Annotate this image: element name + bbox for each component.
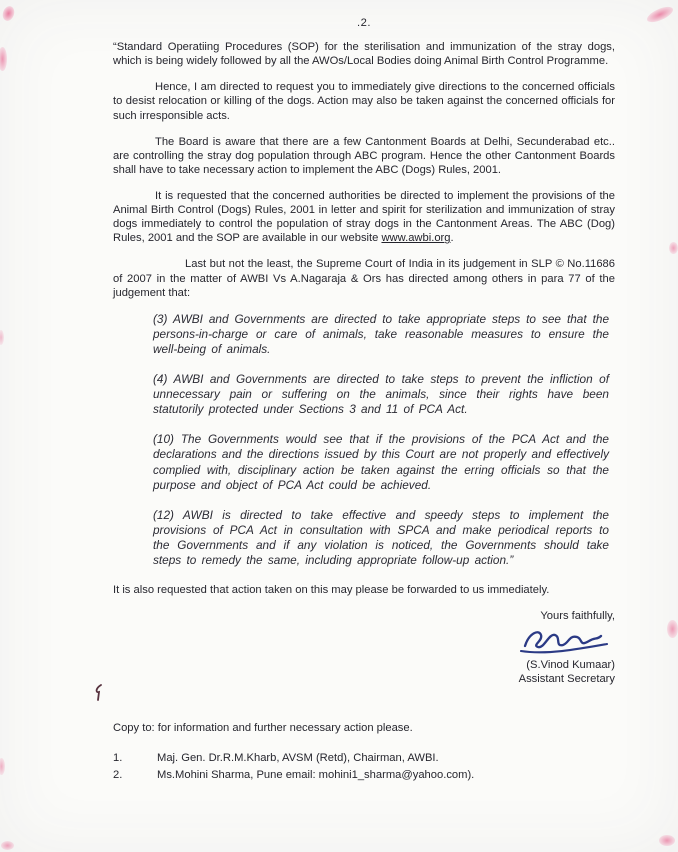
list-item — [113, 751, 615, 765]
scan-artifact — [645, 4, 675, 25]
scan-artifact — [669, 242, 678, 254]
paragraph-requested-text: It is requested that the concerned authorities be directed to implement the provisions of the Animal Birth Control (Dogs) Rules, 2001 in letter and spirit for sterilization and immunization of stray dogs immediately to control the population of stray dogs in the Cantonment Areas. The ABC (Dog) Rules, 2001 and the SOP are available in our website — [113, 189, 615, 245]
page-number: .2. — [357, 17, 371, 29]
judgement-quote-para-3: (3) AWBI and Governments are directed to take appropriate steps to see that the persons-in-charge or care of animals, take reasonable measures to ensure the well-being of animals. — [153, 311, 609, 356]
list-item — [113, 768, 615, 782]
paragraph-requested — [113, 189, 615, 245]
list-item-number: 2. — [113, 769, 123, 782]
judgement-quote-para-4: (4) AWBI and Governments are directed to take steps to prevent the infliction of unnecessary pain or suffering on the animals, since their rights have been statutorily protected under Sections 3 and 11 of PCA Act. — [153, 372, 609, 417]
signature-scribble — [517, 626, 609, 658]
scan-artifact — [0, 758, 5, 775]
paragraph-sop: “Standard Operatiing Procedures (SOP) for the sterilisation and immunization of the stray dogs, which is being widely followed by all the AWOs/Local Bodies doing Animal Birth Control Programme. — [113, 41, 615, 68]
valediction: Yours faithfully, — [540, 610, 615, 623]
signatory-title: Assistant Secretary — [518, 673, 615, 686]
scan-artifact — [0, 330, 4, 345]
paragraph-board: The Board is aware that there are a few Cantonment Boards at Delhi, Secunderabad etc.. are controlling the stray dog population through ABC program. Hence the other Cantonment Boards shall have to take necessary action to implement the ABC (Dogs) Rules, 2001. — [113, 135, 615, 176]
scan-artifact — [1, 841, 14, 850]
list-item-text: Ms.Mohini Sharma, Pune email: mohini1_sharma@yahoo.com). — [157, 769, 475, 782]
letter-body — [113, 16, 615, 785]
closing-block — [113, 609, 615, 687]
paragraph-hence: Hence, I am directed to request you to immediately give directions to the concerned officials to desist relocation or killing of the dogs. Action may also be taken against the concerned officials for such irresponsible acts. — [113, 81, 615, 122]
copy-to-heading: Copy to: for information and further necessary action please. — [113, 721, 413, 734]
scan-artifact — [667, 620, 678, 638]
scan-artifact — [659, 835, 675, 846]
copy-to-list — [113, 751, 615, 782]
judgement-quote-para-10: (10) The Governments would see that if the provisions of the PCA Act and the declarations and the directions issued by this Court are not properly and effectively complied with, disciplinary action be taken against the erring officials so that the purpose and object of PCA Act could be achieved. — [153, 432, 609, 492]
paragraph-supreme-court: Last but not the least, the Supreme Court of India in its judgement in SLP © No.11686 of 2007 in the matter of AWBI Vs A.Nagaraja & Ors has directed among others in para 77 of the judgement that: — [113, 258, 615, 299]
scan-artifact — [1, 5, 16, 23]
scan-artifact — [0, 47, 7, 71]
paragraph-requested-period: . — [450, 232, 454, 245]
signatory-name: (S.Vinod Kumaar) — [526, 658, 615, 671]
list-item-text: Maj. Gen. Dr.R.M.Kharb, AVSM (Retd), Chairman, AWBI. — [157, 751, 439, 764]
signature — [517, 626, 609, 658]
paragraph-action-taken: It is also requested that action taken on this may please be forwarded to us immediately. — [113, 584, 550, 597]
pen-mark — [92, 683, 104, 708]
list-item-number: 1. — [113, 751, 123, 764]
judgement-quote-para-12: (12) AWBI is directed to take effective and speedy steps to implement the provisions of PCA Act in consultation with SPCA and make periodical reports to the Governments and if any violation is noticed, the Governments should take steps to remedy the same, including appropriate follow-up action.” — [153, 507, 609, 567]
website-link[interactable]: www.awbi.org — [381, 232, 451, 245]
